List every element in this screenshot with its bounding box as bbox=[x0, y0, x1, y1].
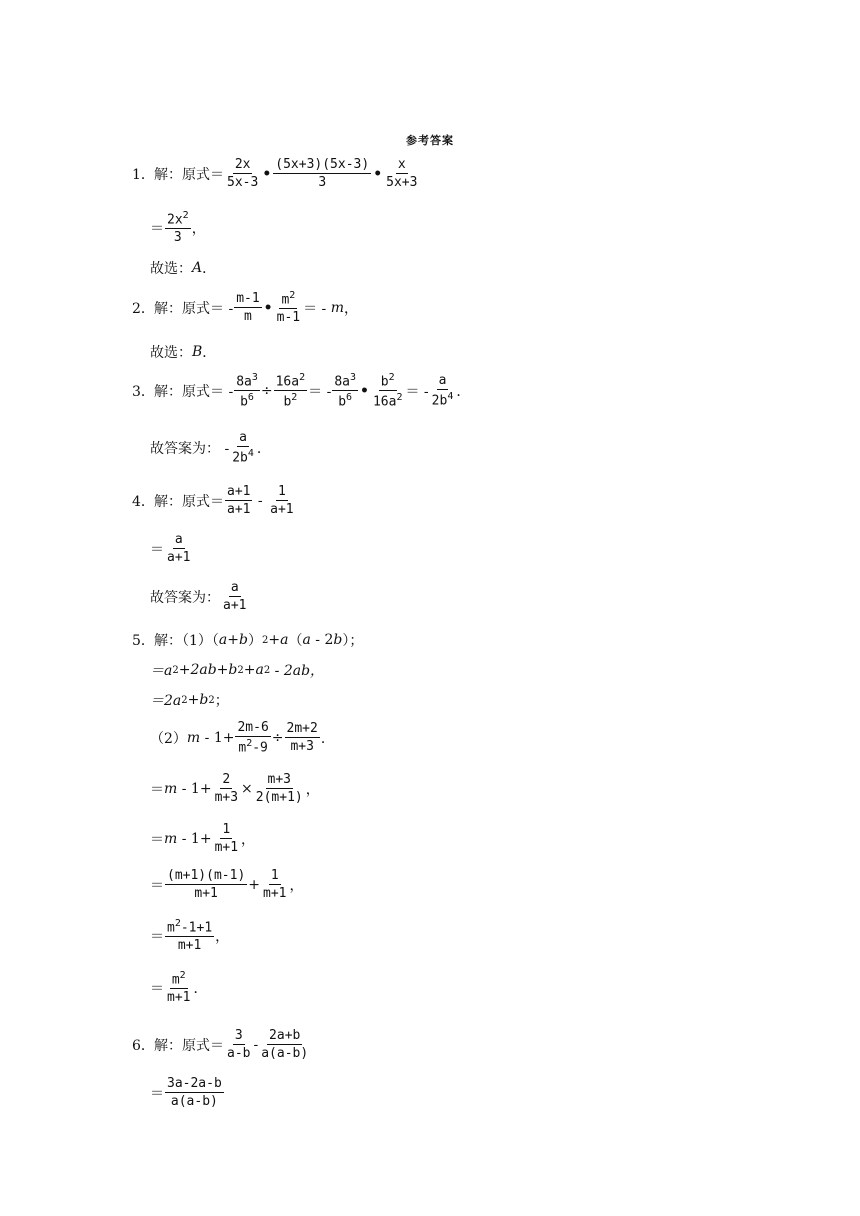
fraction: $\frac{2}{m+3}$ bbox=[214, 772, 239, 805]
fraction: $\frac{8a^3}{b^6}$ bbox=[334, 372, 356, 410]
q5-step2: ＝ m - 1+ $\frac{1}{m+1}$ ， bbox=[150, 822, 256, 855]
q6-line1 bbox=[132, 1028, 311, 1061]
fraction: $\frac{16a^2}{b^2}$ bbox=[275, 372, 306, 410]
q6-line2 bbox=[150, 1076, 225, 1109]
fraction: $\frac{x}{5x+3}$ bbox=[386, 157, 418, 190]
fraction: $\frac{1}{a+1}$ bbox=[270, 484, 294, 517]
choice-value: B bbox=[192, 344, 203, 360]
fraction: $\frac{m-1}{m}$ bbox=[236, 291, 260, 325]
fraction: $\frac{b^2}{16a^2}$ bbox=[372, 372, 403, 410]
solution-lead: 解：原式＝ bbox=[154, 166, 224, 183]
q4-line2 bbox=[150, 532, 193, 565]
choice-label: 故选： bbox=[150, 345, 192, 361]
result-variable: m bbox=[330, 299, 345, 316]
question-number: 1． bbox=[132, 166, 155, 183]
q5-step4: ＝ $\frac{m^2-1+1}{m+1}$ ， bbox=[150, 918, 230, 954]
fraction: $\frac{3}{a-b}$ bbox=[227, 1028, 251, 1061]
q4-line1 bbox=[132, 484, 297, 517]
answer-label: 故答案为： bbox=[150, 589, 220, 606]
question-number: 3． bbox=[132, 383, 155, 400]
q2-choice: 故选： B ． bbox=[150, 344, 217, 361]
solution-lead: 解：原式＝ - bbox=[154, 383, 234, 400]
fraction: $\frac{(m+1)(m-1)}{m+1}$ bbox=[167, 868, 246, 901]
q4-answer bbox=[150, 580, 249, 613]
question-number: 6． bbox=[132, 1037, 155, 1054]
fraction: $\frac{2m+2}{m+3}$ bbox=[286, 721, 318, 755]
divide-sign: ÷ bbox=[260, 382, 273, 399]
multiply-dot: • bbox=[360, 382, 369, 399]
equals-sign: ＝ bbox=[150, 541, 164, 558]
multiply-dot: • bbox=[373, 165, 383, 182]
solution-lead: 解：原式＝ bbox=[154, 1037, 224, 1054]
solution-lead: 解：原式＝ - bbox=[154, 300, 234, 317]
fraction: $\frac{(5x+3)(5x-3)}{3}$ bbox=[275, 157, 370, 190]
q1-line2 bbox=[150, 210, 206, 245]
q5-part2: （2） m - 1+ $\frac{2m-6}{m^2-9}$ ÷ $\frac{2m+2}{m+3}$ ． bbox=[150, 720, 335, 756]
question-number: 5． bbox=[132, 633, 155, 649]
q5-step5: ＝ $\frac{m^2}{m+1}$ ． bbox=[150, 970, 208, 1006]
question-number: 4． bbox=[132, 493, 155, 510]
fraction: $\frac{a}{a+1}$ bbox=[223, 580, 247, 613]
q1-choice: 故选： A ． bbox=[150, 260, 217, 277]
q3-answer: 故答案为： - $\frac{a}{2b^4}$ ． bbox=[150, 430, 271, 466]
multiply-dot: • bbox=[263, 299, 273, 316]
q5-line1: 5． 解：（1）（ a + b ） 2 + a （ a - 2 b ）； bbox=[132, 632, 364, 649]
plus-sign: + bbox=[248, 876, 261, 893]
equals-sign: ＝ bbox=[150, 220, 164, 237]
multiply-dot: • bbox=[262, 165, 272, 182]
fraction: $\frac{2m-6}{m^2-9}$ bbox=[237, 720, 269, 756]
fraction: $\frac{m^2}{m+1}$ bbox=[167, 970, 191, 1006]
fraction: $\frac{a}{a+1}$ bbox=[167, 532, 191, 565]
fraction: $\frac{2x}{5x-3}$ bbox=[227, 157, 259, 190]
punctuation: ， bbox=[191, 220, 206, 237]
fraction: $\frac{2x^2}{3}$ bbox=[167, 210, 189, 246]
q3-line1: 3． 解：原式＝ - $\frac{8a^3}{b^6}$ ÷ $\frac{16a^2}{b^2}$ ＝ - $\frac{8a^3}{b^6}$ • $\frac{b^2}{16a^2}$ ＝ - $\frac{a}{2b^4}$ ． bbox=[132, 372, 471, 410]
fraction: $\frac{8a^3}{b^6}$ bbox=[236, 372, 258, 410]
fraction: $\frac{1}{m+1}$ bbox=[214, 822, 239, 855]
solution-lead: 解：原式＝ bbox=[154, 493, 224, 510]
fraction: $\frac{m^2-1+1}{m+1}$ bbox=[167, 918, 213, 954]
fraction: $\frac{2a+b}{a(a-b)}$ bbox=[261, 1028, 309, 1061]
equals-sign: ＝ bbox=[150, 1085, 164, 1102]
fraction: $\frac{a}{2b^4}$ bbox=[232, 430, 254, 466]
times-sign: × bbox=[241, 780, 253, 797]
fraction: $\frac{1}{m+1}$ bbox=[263, 868, 287, 901]
divide-sign: ÷ bbox=[271, 729, 284, 746]
fraction: $\frac{a}{2b^4}$ bbox=[431, 373, 454, 409]
minus-sign: - bbox=[253, 492, 268, 509]
fraction: $\frac{a+1}{a+1}$ bbox=[227, 484, 251, 517]
choice-value: A bbox=[192, 260, 203, 276]
page-title: 参考答案 bbox=[406, 134, 454, 147]
q2-line1: 2． 解：原式＝ - $\frac{m-1}{m}$ • $\frac{m^2}{m-1}$ ＝ - m ， bbox=[132, 290, 359, 326]
question-number: 2． bbox=[132, 300, 155, 317]
q5-line2: ＝a 2 +2ab+b 2 +a 2 - 2ab， bbox=[150, 662, 325, 679]
q5-step1: ＝ m - 1+ $\frac{2}{m+3}$ × $\frac{m+3}{2(m+1)}$ ， bbox=[150, 772, 320, 805]
q1-line1 bbox=[132, 157, 420, 190]
q5-step3: ＝ $\frac{(m+1)(m-1)}{m+1}$ + $\frac{1}{m+1}$ ， bbox=[150, 868, 304, 901]
fraction: $\frac{3a-2a-b}{a(a-b)}$ bbox=[167, 1076, 222, 1109]
q5-line3: ＝2a 2 +b 2 ； bbox=[150, 692, 229, 709]
fraction: $\frac{m^2}{m-1}$ bbox=[276, 290, 301, 326]
fraction: $\frac{m+3}{2(m+1)}$ bbox=[255, 772, 303, 805]
choice-label: 故选： bbox=[150, 261, 192, 277]
answer-label: 故答案为： - bbox=[150, 440, 230, 457]
minus-sign: - bbox=[253, 1036, 259, 1053]
